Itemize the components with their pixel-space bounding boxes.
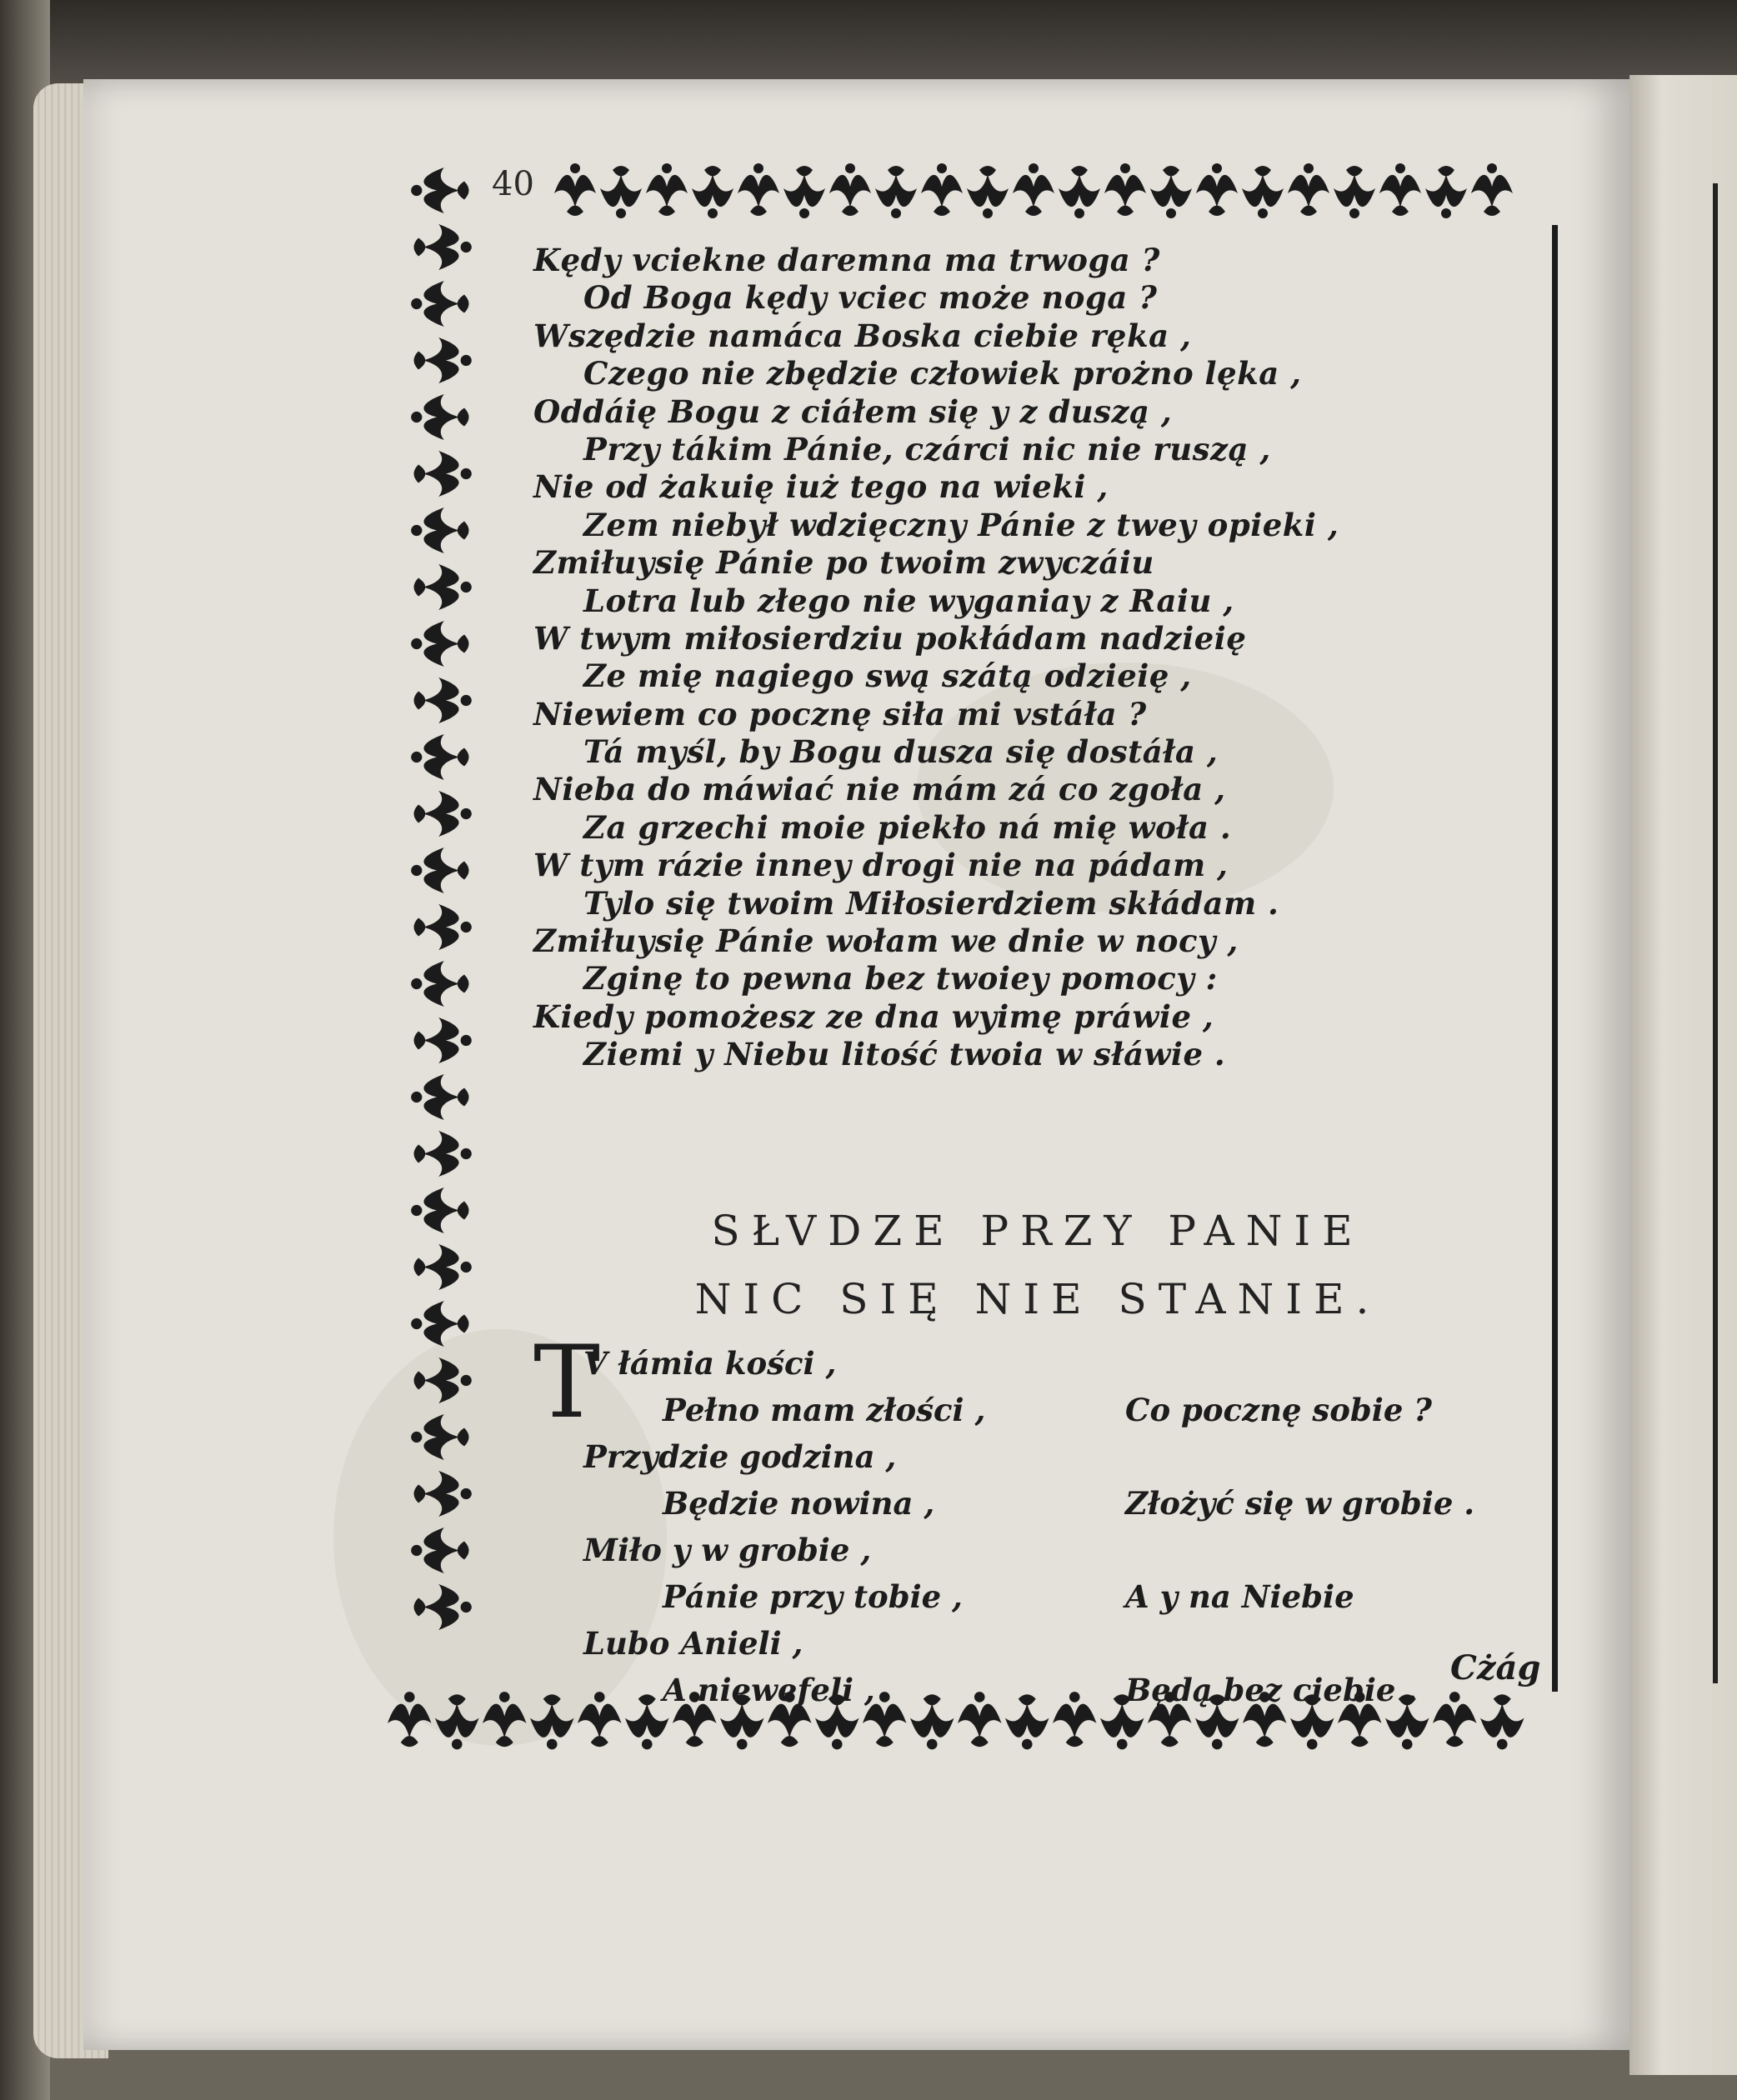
poem-line: Zmiłuysię Pánie po twoim zwyczáiu — [533, 544, 1154, 582]
poem-line: Nieba do máwiać nie mám zá co zgoła , — [533, 771, 1226, 808]
poem-line: A y na Niebie — [1125, 1578, 1354, 1615]
poem-line: Będą bez ciebie . — [1125, 1672, 1418, 1708]
poem-line: W tym rázie inney drogi nie na pádam , — [533, 847, 1229, 884]
poem-line: Zem niebył wdzięczny Pánie z twey opieki , — [583, 506, 1339, 543]
poem-line: Lotra lub złego nie wyganiay z Raiu , — [583, 582, 1234, 619]
poem-line: A niewefeli , — [663, 1672, 875, 1708]
top-ornament-border — [554, 158, 1521, 223]
poem-line: Za grzechi moie piekło ná mię woła . — [583, 808, 1232, 846]
poem-line: Ziemi y Niebu litość twoia w słáwie . — [583, 1036, 1226, 1073]
facing-page-edge — [1629, 75, 1737, 2075]
poem-line: Wszędzie namáca Boska ciebie ręka , — [533, 317, 1192, 354]
poem-line: Pánie przy tobie , — [663, 1578, 963, 1615]
left-ornament-border — [400, 158, 483, 1658]
poem-line: Będzie nowina , — [663, 1485, 935, 1522]
poem-line: Kiedy pomożesz ze dna wyimę práwie , — [533, 998, 1214, 1035]
poem-line: Przydzie godzina , — [583, 1438, 897, 1475]
section-heading-line1: SŁVDZE PRZY PANIE — [711, 1207, 1364, 1255]
poem-line: Nie od żakuię iuż tego na wieki , — [533, 468, 1109, 506]
drop-capital: T — [533, 1325, 601, 1441]
poem-line: Czego nie zbędzie człowiek prożno lęka , — [583, 355, 1302, 392]
section-heading-line2: NIC SIĘ NIE STANIE. — [694, 1275, 1381, 1323]
poem-line: V łámia kości , — [583, 1345, 837, 1382]
poem — [533, 242, 1534, 1074]
right-rule — [1552, 225, 1558, 1692]
poem-line: W twym miłosierdziu pokłádam nadzieię — [533, 619, 1247, 657]
poem-line: Miło y w grobie , — [583, 1532, 872, 1568]
catchword: Cżág — [1450, 1648, 1541, 1688]
poem-line: Kędy vciekne daremna ma trwoga ? — [533, 242, 1160, 278]
poem-line: Lubo Anieli , — [583, 1625, 803, 1662]
poem-line: Złożyć się w grobie . — [1125, 1485, 1475, 1522]
second-poem-right-column — [1125, 1387, 1474, 1760]
poem-line: Niewiem co pocznę siła mi vstáła ? — [533, 695, 1147, 732]
poem-line: Tá myśl, by Bogu dusza się dostáła , — [583, 733, 1219, 771]
second-poem-left-column — [583, 1340, 985, 1713]
poem-line: Od Boga kędy vciec może noga ? — [583, 279, 1158, 317]
background-top — [0, 0, 1737, 92]
poem-line: Zginę to pewna bez twoiey pomocy : — [583, 960, 1218, 998]
poem-line: Przy tákim Pánie, czárci nic nie ruszą , — [583, 430, 1271, 468]
poem-line: Tylo się twoim Miłosierdziem skłádam . — [583, 884, 1279, 922]
poem-line: Co pocznę sobie ? — [1125, 1392, 1432, 1428]
poem-line: Zmiłuysię Pánie wołam we dnie w nocy , — [533, 922, 1239, 960]
page-number: 40 — [492, 165, 534, 203]
facing-page-rule — [1713, 183, 1718, 1683]
poem-line: Oddáię Bogu z ciáłem się y z duszą , — [533, 392, 1173, 430]
poem-line: Ze mię nagiego swą szátą odzieię , — [583, 658, 1192, 695]
poem-line: Pełno mam złości , — [663, 1392, 986, 1428]
